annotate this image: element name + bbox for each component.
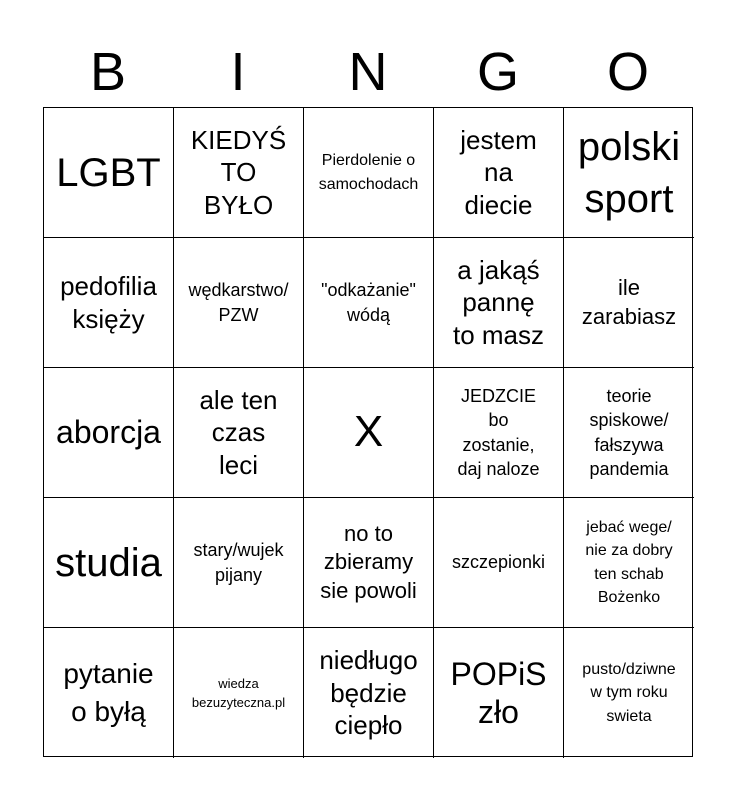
cell-text: Pierdolenie o samochodach <box>318 152 419 193</box>
bingo-cell[interactable] <box>174 498 304 628</box>
cell-text: KIEDYŚ TO BYŁO <box>190 124 287 220</box>
bingo-cell[interactable] <box>564 108 694 238</box>
cell-text: pusto/dziwne w tym roku swieta <box>582 661 676 725</box>
bingo-cell[interactable] <box>44 368 174 498</box>
cell-text: wędkarstwo/ PZW <box>188 280 289 325</box>
cell-text: ale ten czas leci <box>199 384 278 480</box>
bingo-cell[interactable] <box>434 628 564 758</box>
bingo-grid <box>43 107 693 757</box>
header-letter-i: I <box>230 42 246 102</box>
cell-text: jebać wege/ nie za dobry ten schab Bożenko <box>585 519 673 606</box>
cell-text: szczepionki <box>451 552 546 573</box>
cell-text: no to zbieramy sie powoli <box>320 520 417 603</box>
bingo-cell[interactable] <box>44 498 174 628</box>
bingo-cell[interactable] <box>174 628 304 758</box>
bingo-cell[interactable] <box>564 368 694 498</box>
cell-text: wiedza bezuzyteczna.pl <box>191 675 286 710</box>
cell-text: ile zarabiasz <box>581 274 677 329</box>
bingo-cell[interactable] <box>434 108 564 238</box>
bingo-cell[interactable] <box>44 238 174 368</box>
bingo-cell[interactable] <box>434 368 564 498</box>
cell-text: jestem na diecie <box>460 124 537 220</box>
bingo-cell[interactable] <box>564 628 694 758</box>
bingo-cell[interactable] <box>44 628 174 758</box>
cell-text: aborcja <box>56 414 161 451</box>
bingo-cell[interactable] <box>174 108 304 238</box>
cell-text: stary/wujek pijany <box>193 540 284 585</box>
header-letter-o: O <box>606 42 649 102</box>
bingo-cell[interactable] <box>304 238 434 368</box>
cell-text: niedługo będzie ciepło <box>319 645 418 741</box>
bingo-cell[interactable] <box>304 108 434 238</box>
bingo-cell[interactable] <box>434 238 564 368</box>
cell-text: teorie spiskowe/ fałszywa pandemia <box>589 385 669 479</box>
cell-text: LGBT <box>56 150 161 195</box>
bingo-cell[interactable] <box>44 108 174 238</box>
cell-text: studia <box>55 540 162 585</box>
bingo-header <box>43 40 693 104</box>
bingo-cell[interactable] <box>434 498 564 628</box>
bingo-cell[interactable] <box>174 238 304 368</box>
cell-text: pytanie o byłą <box>63 658 154 727</box>
cell-text: a jakąś pannę to masz <box>452 254 545 350</box>
cell-text: "odkażanie" wódą <box>321 280 416 325</box>
cell-text: X <box>353 407 384 457</box>
bingo-cell[interactable] <box>304 368 434 498</box>
header-letter-n: N <box>348 42 388 102</box>
bingo-cell[interactable] <box>564 498 694 628</box>
cell-text: pedofilia księży <box>60 271 157 334</box>
cell-text: POPiS zło <box>450 655 547 730</box>
header-letter-b: B <box>89 42 127 102</box>
header-letter-g: G <box>476 42 519 102</box>
bingo-cell[interactable] <box>174 368 304 498</box>
bingo-cell[interactable] <box>304 628 434 758</box>
bingo-cell[interactable] <box>564 238 694 368</box>
cell-text: JEDZCIE bo zostanie, daj naloze <box>457 385 540 479</box>
cell-text: polski sport <box>577 124 681 221</box>
bingo-cell[interactable] <box>304 498 434 628</box>
